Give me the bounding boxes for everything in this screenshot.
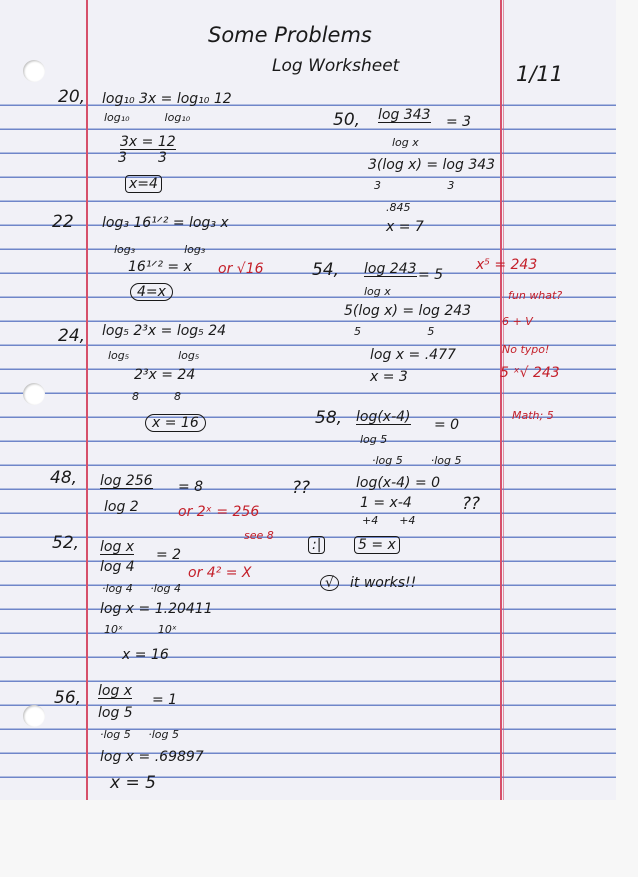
equation-line: log 5 <box>98 705 133 721</box>
side-note: fun what? <box>508 289 563 302</box>
equation-line: 5 5 <box>354 325 435 338</box>
side-note: Math; 5 <box>512 409 554 422</box>
problem-number: 50, <box>333 110 361 130</box>
equation-line: log₁₀ 3x = log₁₀ 12 <box>102 91 232 107</box>
equation-line: 3 3 <box>118 150 167 166</box>
equation-line: = 2 <box>156 547 182 563</box>
scan-border-bottom <box>0 800 638 877</box>
equation-line: log(x-4) <box>356 409 411 425</box>
answer-box: x=4 <box>125 175 162 193</box>
equation-line: +4 +4 <box>362 514 416 527</box>
equation-line: 1 = x-4 <box>360 495 412 511</box>
side-note: ?? <box>292 478 311 498</box>
equation-line: 8 8 <box>132 390 181 403</box>
problem-number: 58, <box>315 408 343 428</box>
equation-line: = 5 <box>418 267 444 283</box>
equation-line: 3(log x) = log 343 <box>368 157 496 173</box>
problem-number: 20, <box>58 87 86 107</box>
alternate-answer: or √16 <box>218 261 264 277</box>
equation-line: log 4 <box>100 559 135 575</box>
face-doodle: :| <box>308 536 325 554</box>
side-note: ?? <box>462 494 481 514</box>
equation-line: 3x = 12 <box>120 134 176 150</box>
alternate-answer: or 2ˣ = 256 <box>178 504 260 520</box>
problem-number: 56, <box>54 688 82 708</box>
problem-number: 22 <box>52 212 74 232</box>
punch-hole-bottom <box>23 705 45 727</box>
answer-oval: x = 16 <box>145 414 206 432</box>
equation-line: log x = 1.20411 <box>100 601 213 617</box>
check-mark-icon: √ <box>320 575 339 591</box>
equation-line: ·log 5 ·log 5 <box>100 728 180 741</box>
problem-number: 52, <box>52 533 80 553</box>
equation-line: log 5 <box>360 433 388 446</box>
side-note: see 8 <box>244 529 274 542</box>
equation-line: = 0 <box>434 417 460 433</box>
right-margin-rule-inner <box>503 0 504 800</box>
equation-line: log 343 <box>378 107 431 123</box>
equation-line: = 3 <box>446 114 472 130</box>
equation-line: = 8 <box>178 479 204 495</box>
alternate-answer: or 4² = X <box>188 565 252 581</box>
equation-line: 3 3 <box>374 179 455 192</box>
equation-line: .845 <box>386 201 411 214</box>
equation-line: log(x-4) = 0 <box>356 475 441 491</box>
final-answer: x = 16 <box>122 647 169 663</box>
equation-line: ·log 5 ·log 5 <box>372 454 462 467</box>
equation-line: log 256 <box>100 473 153 489</box>
side-note: x⁵ = 243 <box>476 257 538 273</box>
right-margin-rule <box>500 0 502 800</box>
equation-line: log x <box>100 539 135 555</box>
final-answer: x = 3 <box>370 369 408 385</box>
equation-line: log₃ log₃ <box>114 243 206 256</box>
equation-line: log₃ 16¹ᐟ² = log₃ x <box>102 215 229 231</box>
punch-hole-middle <box>23 383 45 405</box>
equation-line: 16¹ᐟ² = x <box>128 259 192 275</box>
equation-line: log x <box>98 683 133 699</box>
equation-line: log x <box>392 136 419 149</box>
problem-number: 24, <box>58 326 86 346</box>
side-note: No typo! <box>502 343 550 356</box>
equation-line: = 1 <box>152 692 178 708</box>
equation-line: ·log 4 ·log 4 <box>102 582 182 595</box>
side-note: it works!! <box>350 575 417 591</box>
equation-line: 2³x = 24 <box>134 367 196 383</box>
punch-hole-top <box>23 60 45 82</box>
equation-line: log₅ 2³x = log₅ 24 <box>102 323 227 339</box>
equation-line: log x = .69897 <box>100 749 204 765</box>
side-note: 6 + V <box>502 315 533 328</box>
final-answer: x = 7 <box>386 219 424 235</box>
equation-line: log 243 <box>364 261 417 277</box>
page-subtitle: Log Worksheet <box>272 56 400 76</box>
equation-line: log x = .477 <box>370 347 456 363</box>
equation-line: 5(log x) = log 243 <box>344 303 472 319</box>
equation-line: log 2 <box>104 499 139 515</box>
equation-line: log x <box>364 285 391 298</box>
final-answer: x = 5 <box>110 773 156 793</box>
problem-number: 54, <box>312 260 340 280</box>
page-title: Some Problems <box>208 23 372 47</box>
left-margin-rule <box>86 0 88 800</box>
page-date: 1/11 <box>516 62 564 86</box>
equation-line: log₁₀ log₁₀ <box>104 111 191 124</box>
scan-border-right <box>616 0 638 800</box>
problem-number: 48, <box>50 468 78 488</box>
equation-line: log₅ log₅ <box>108 349 200 362</box>
side-note: 5 ˣ√ 243 <box>500 365 560 381</box>
equation-line: 10ˣ 10ˣ <box>104 623 177 636</box>
answer-oval: 4=x <box>130 283 173 301</box>
answer-box: 5 = x <box>354 536 400 554</box>
